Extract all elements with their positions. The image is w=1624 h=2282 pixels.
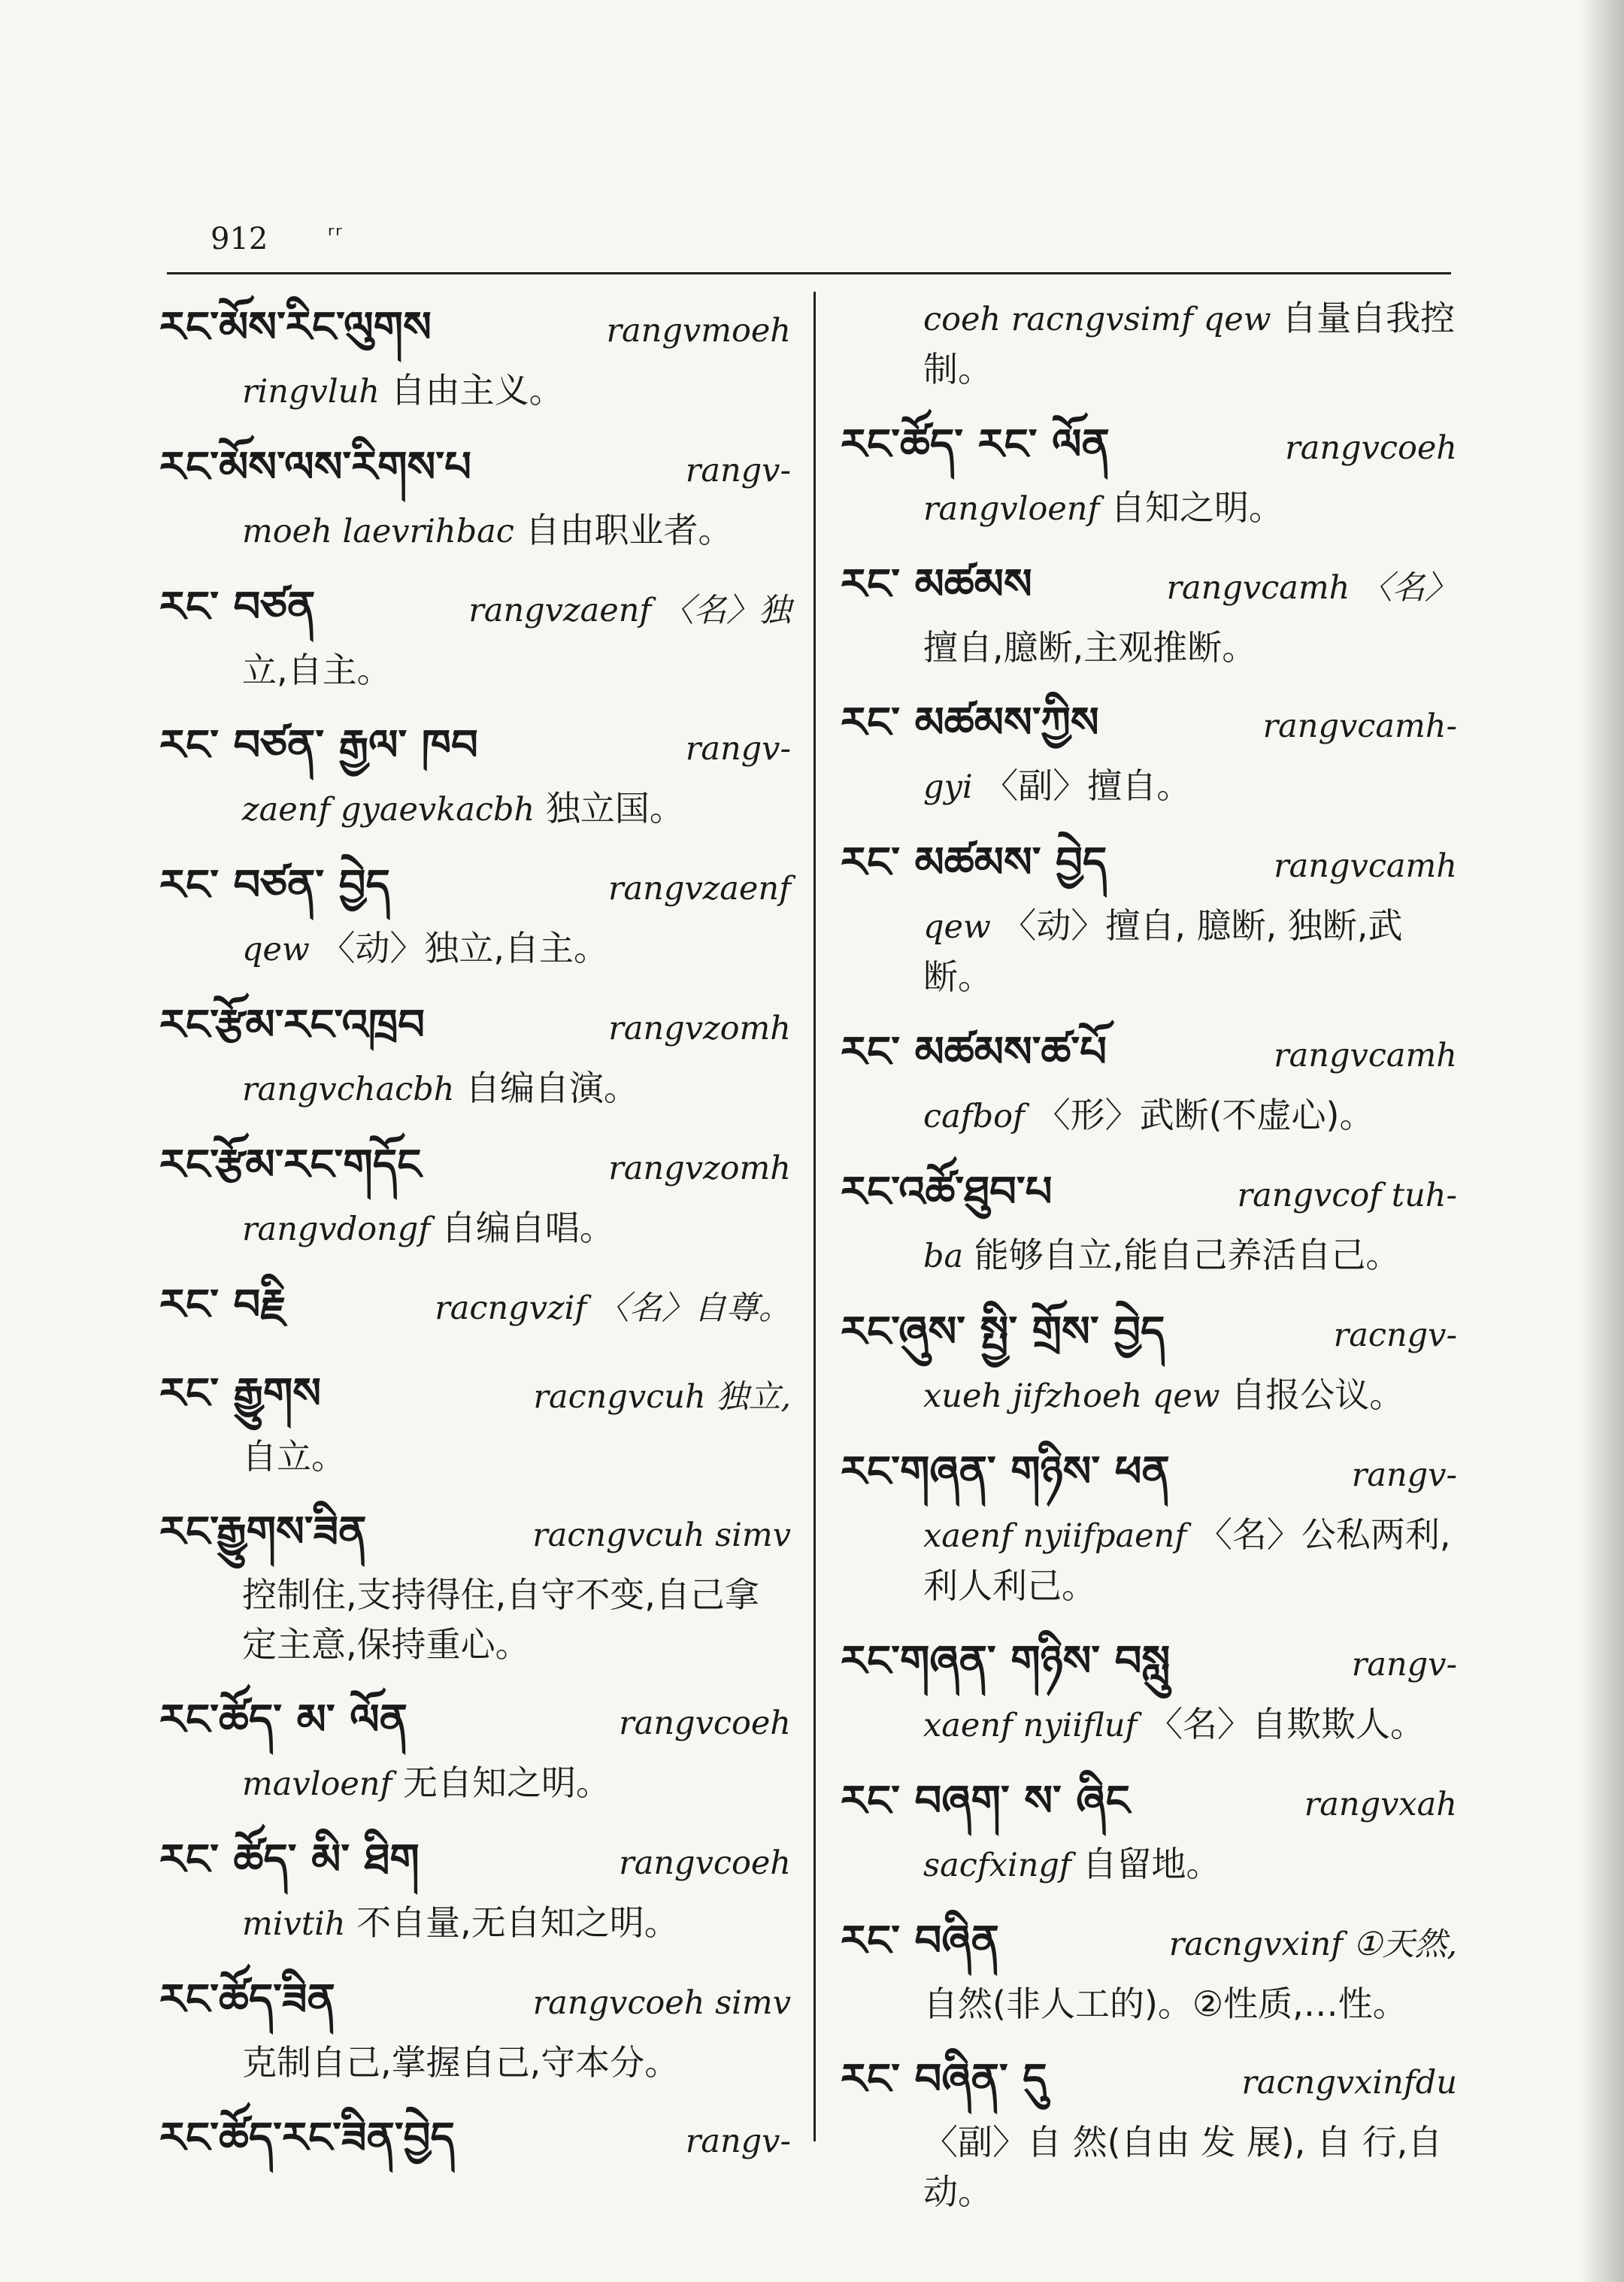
tibetan-headword: རང་ བཙན་ རྒྱལ་ ཁབ (159, 721, 478, 770)
entry-definition (841, 1090, 1457, 1141)
entry-headline (159, 1686, 791, 1758)
tibetan-headword: རང་ཚོད་ རང་ ལོན (841, 420, 1110, 469)
entry-definition (841, 2117, 1457, 2217)
dictionary-entry (841, 550, 1457, 672)
dictionary-entry (159, 1271, 791, 1343)
chinese-definition: 自然(非人工的)。②性质,…性。 (923, 1983, 1407, 2024)
entry-definition (159, 1758, 791, 1809)
entry-headline (841, 2045, 1457, 2117)
chinese-definition: 〈副〉自 然(自由 发 展), 自 行,自动。 (923, 2122, 1443, 2212)
romanization-start: rangvzaenf 〈名〉独 (468, 592, 791, 629)
dictionary-entry (159, 1131, 791, 1254)
romanization-continued: moeh laevrihbac (242, 513, 514, 550)
chinese-definition: 〈动〉擅自, 臆断, 独断,武断。 (923, 905, 1403, 997)
dictionary-entry (159, 2104, 791, 2176)
dictionary-entry (841, 1298, 1457, 1421)
entry-headline (159, 1826, 791, 1898)
dictionary-entry (841, 1018, 1457, 1141)
dictionary-entry (159, 1965, 791, 2087)
dictionary-entry (159, 1498, 791, 1669)
entry-definition (159, 505, 791, 556)
chinese-definition: 擅自,臆断,主观推断。 (923, 627, 1257, 668)
romanization-start: racngvxinfdu (1241, 2064, 1457, 2102)
romanization-continued: rangvdongf (242, 1211, 431, 1248)
entry-headline (841, 1907, 1457, 1979)
tibetan-headword: རང་ མཚམས་ཚ་པོ (841, 1028, 1107, 1077)
entry-definition (159, 645, 791, 695)
chinese-definition: 〈名〉公私两利,利人利己。 (923, 1514, 1451, 1606)
tibetan-headword: རང་མོས་ལས་རིགས་པ (159, 443, 472, 492)
entry-definition (841, 1979, 1457, 2029)
scan-edge-shadow (1579, 0, 1624, 2282)
romanization-continued: qew (923, 908, 991, 946)
chinese-definition: 立,自主。 (242, 650, 392, 690)
tibetan-headword: རང་ བཞག་ ས་ ཞིང (841, 1777, 1130, 1826)
tibetan-headword: རང་ བརྗི (159, 1280, 286, 1329)
chinese-definition: 控制住,支持得住,自守不变,自己拿定主意,保持重心。 (242, 1574, 759, 1665)
entry-definition (841, 1230, 1457, 1281)
entry-headline (159, 2104, 791, 2176)
tibetan-headword: རང་གཞན་ གཉིས་ བསླུ (841, 1637, 1171, 1686)
entry-headline (159, 1965, 791, 2038)
tibetan-headword: རང་ བཙན (159, 583, 316, 632)
romanization-start: racngvcuh 独立, (533, 1378, 791, 1416)
romanization-continued: ringvluh (242, 373, 380, 411)
chinese-definition: 自留地。 (1082, 1844, 1221, 1884)
tibetan-headword: རང་ མཚམས (841, 560, 1032, 609)
romanization-start: rangvcoeh (1285, 429, 1457, 467)
dictionary-entry (841, 411, 1457, 534)
dictionary-entry (841, 293, 1457, 394)
dictionary-entry (159, 1359, 791, 1481)
entry-headline (159, 1131, 791, 1203)
tibetan-headword: རང་ཚོད་ཟིན (159, 1975, 335, 2024)
romanization-start: rangv- (685, 452, 791, 489)
romanization-start: rangvzaenf (607, 870, 791, 908)
chinese-definition: 〈形〉武断(不虚心)。 (1035, 1095, 1374, 1135)
dictionary-entry (159, 991, 791, 1114)
tibetan-headword: རང་ མཚམས་ བྱེད (841, 838, 1107, 887)
chinese-definition: 自知之明。 (1110, 487, 1284, 528)
romanization-start: rangvcoeh (619, 1844, 791, 1882)
chinese-definition: 〈动〉独立,自主。 (320, 928, 609, 968)
left-column (159, 293, 791, 2193)
entry-definition (841, 1370, 1457, 1421)
entry-headline (159, 711, 791, 783)
entry-headline (159, 991, 791, 1063)
romanization-continued: zaenf gyaevkacbh (242, 791, 535, 829)
dictionary-entry (841, 1438, 1457, 1611)
dictionary-entry (159, 1826, 791, 1949)
tibetan-headword: རང་ཚོད་རང་ཟིན་བྱེད (159, 2114, 455, 2162)
entry-headline (841, 1158, 1457, 1230)
romanization-start: racngvzif 〈名〉自尊。 (435, 1289, 791, 1327)
romanization-continued: mavloenf (242, 1765, 392, 1803)
romanization-start: rangvzomh (608, 1010, 791, 1047)
running-head-mark: ᵣᵣ (328, 213, 344, 241)
romanization-continued: sacfxingf (923, 1847, 1071, 1884)
entry-headline (159, 573, 791, 645)
tibetan-headword: རང་ བཙན་ བྱེད (159, 861, 390, 910)
entry-definition (159, 923, 791, 974)
right-column (841, 293, 1457, 2233)
entry-definition (159, 365, 791, 417)
tibetan-headword: རང་ མཚམས་ཀྱིས (841, 699, 1099, 747)
entry-headline (841, 1298, 1457, 1370)
romanization-start: racngvxinf ①天然, (1168, 1926, 1457, 1963)
romanization-continued: xaenf nyiifpaenf (923, 1517, 1187, 1555)
entry-definition (841, 623, 1457, 672)
tibetan-headword: རང་མོས་རིང་ལུགས (159, 303, 432, 352)
romanization-continued: xueh jifzhoeh qew (923, 1377, 1220, 1415)
entry-definition (159, 1432, 791, 1481)
entry-definition (841, 1839, 1457, 1890)
chinese-definition: 〈副〉擅自。 (983, 765, 1192, 806)
entry-definition (159, 1898, 791, 1949)
romanization-start: rangv- (1351, 1646, 1457, 1683)
romanization-start: rangvcof tuh- (1237, 1177, 1457, 1214)
romanization-continued: rangvchacbh (242, 1071, 455, 1108)
romanization-start: rangvcamh (1274, 847, 1457, 885)
entry-definition (841, 1699, 1457, 1750)
dictionary-entry (159, 851, 791, 974)
entry-definition (841, 293, 1457, 394)
romanization-continued: mivtih (242, 1905, 346, 1943)
romanization-start: rangvcoeh simv (532, 1984, 791, 2022)
dictionary-entry (159, 711, 791, 835)
tibetan-headword: རང་ རྒྱུགས (159, 1369, 322, 1418)
chinese-definition: 自编自唱。 (441, 1208, 614, 1248)
entry-definition (159, 1063, 791, 1114)
romanization-continued: qew (242, 931, 310, 968)
entry-headline (841, 1627, 1457, 1699)
tibetan-headword: རང་རྒྱུགས་ཟིན (159, 1508, 367, 1556)
romanization-start: rangv- (685, 730, 791, 768)
tibetan-headword: རང་ བཞིན (841, 1917, 999, 1965)
romanization-start: rangvcoeh (619, 1705, 791, 1742)
romanization-start: racngv- (1333, 1317, 1457, 1354)
chinese-definition: 独立国。 (545, 788, 684, 829)
romanization-start: rangvxah (1304, 1786, 1457, 1823)
header-rule (167, 272, 1451, 274)
entry-headline (841, 1018, 1457, 1090)
romanization-start: rangvcamh- (1262, 708, 1457, 745)
entry-definition (159, 1570, 791, 1669)
romanization-continued: rangvloenf (923, 490, 1100, 528)
romanization-continued: gyi (923, 768, 973, 806)
dictionary-entry (841, 829, 1457, 1002)
entry-headline (159, 1498, 791, 1570)
dictionary-entry (159, 433, 791, 556)
chinese-definition: 不自量,无自知之明。 (356, 1902, 679, 1943)
romanization-start: rangvmoeh (606, 312, 791, 350)
tibetan-headword: རང་ བཞིན་ དུ (841, 2055, 1047, 2104)
dictionary-entry (159, 1686, 791, 1809)
entry-definition (159, 2038, 791, 2087)
chinese-definition: 自由主义。 (390, 370, 564, 411)
dictionary-entry (841, 2045, 1457, 2217)
entry-definition (841, 483, 1457, 534)
entry-headline (841, 1438, 1457, 1510)
dictionary-entry (841, 1907, 1457, 2029)
tibetan-headword: རང་གཞན་ གཉིས་ ཕན (841, 1447, 1170, 1496)
dictionary-entry (841, 689, 1457, 812)
column-divider (814, 292, 816, 2141)
dictionary-entry (159, 573, 791, 695)
chinese-definition: 自报公议。 (1231, 1374, 1404, 1415)
tibetan-headword: རང་རྩོམ་རང་འཁྲབ (159, 1001, 425, 1050)
entry-headline (159, 293, 791, 365)
tibetan-headword: རང་ཞུས་ སྤྱི་ གྲོས་ བྱེད (841, 1308, 1165, 1356)
romanization-continued: xaenf nyiifluf (923, 1707, 1138, 1744)
tibetan-headword: རང་རྩོམ་རང་གདོང (159, 1141, 422, 1189)
chinese-definition: 自量自我控制。 (923, 298, 1456, 389)
entry-definition (841, 901, 1457, 1002)
romanization-start: rangvcamh (1274, 1037, 1457, 1074)
entry-headline (159, 1359, 791, 1432)
entry-definition (841, 1510, 1457, 1611)
romanization-continued: cafbof (923, 1098, 1025, 1135)
tibetan-headword: རང་འཚོ་ཐུབ་པ (841, 1168, 1053, 1217)
entry-headline (841, 829, 1457, 901)
romanization-start: rangvcamh 〈名〉 (1166, 569, 1457, 607)
dictionary-entry (841, 1627, 1457, 1750)
entry-definition (841, 761, 1457, 812)
dictionary-entry (159, 293, 791, 417)
tibetan-headword: རང་ཚོད་ མ་ ལོན (159, 1696, 408, 1744)
entry-headline (841, 1767, 1457, 1839)
chinese-definition: 〈名〉自欺欺人。 (1148, 1704, 1426, 1744)
chinese-definition: 无自知之明。 (403, 1762, 611, 1803)
romanization-continued: coeh racngvsimf qew (923, 301, 1271, 338)
tibetan-headword: རང་ ཚོད་ མི་ ཐིག (159, 1835, 420, 1884)
entry-definition (159, 1203, 791, 1254)
dictionary-entry (841, 1767, 1457, 1890)
romanization-start: rangv- (685, 2123, 791, 2160)
entry-definition (159, 783, 791, 835)
entry-headline (841, 411, 1457, 483)
entry-headline (841, 689, 1457, 761)
entry-headline (159, 1271, 791, 1343)
romanization-start: racngvcuh simv (532, 1517, 791, 1554)
chinese-definition: 自由职业者。 (525, 510, 733, 550)
entry-headline (159, 851, 791, 923)
chinese-definition: 克制自己,掌握自己,守本分。 (242, 2042, 680, 2083)
romanization-continued: ba (923, 1238, 964, 1275)
chinese-definition: 自编自演。 (465, 1068, 639, 1108)
page-number: 912 (211, 222, 268, 256)
romanization-start: rangvzomh (608, 1150, 791, 1187)
romanization-start: rangv- (1351, 1456, 1457, 1494)
chinese-definition: 能够自立,能自己养活自己。 (974, 1235, 1401, 1275)
chinese-definition: 自立。 (242, 1436, 346, 1477)
dictionary-entry (841, 1158, 1457, 1281)
entry-headline (159, 433, 791, 505)
entry-headline (841, 550, 1457, 623)
